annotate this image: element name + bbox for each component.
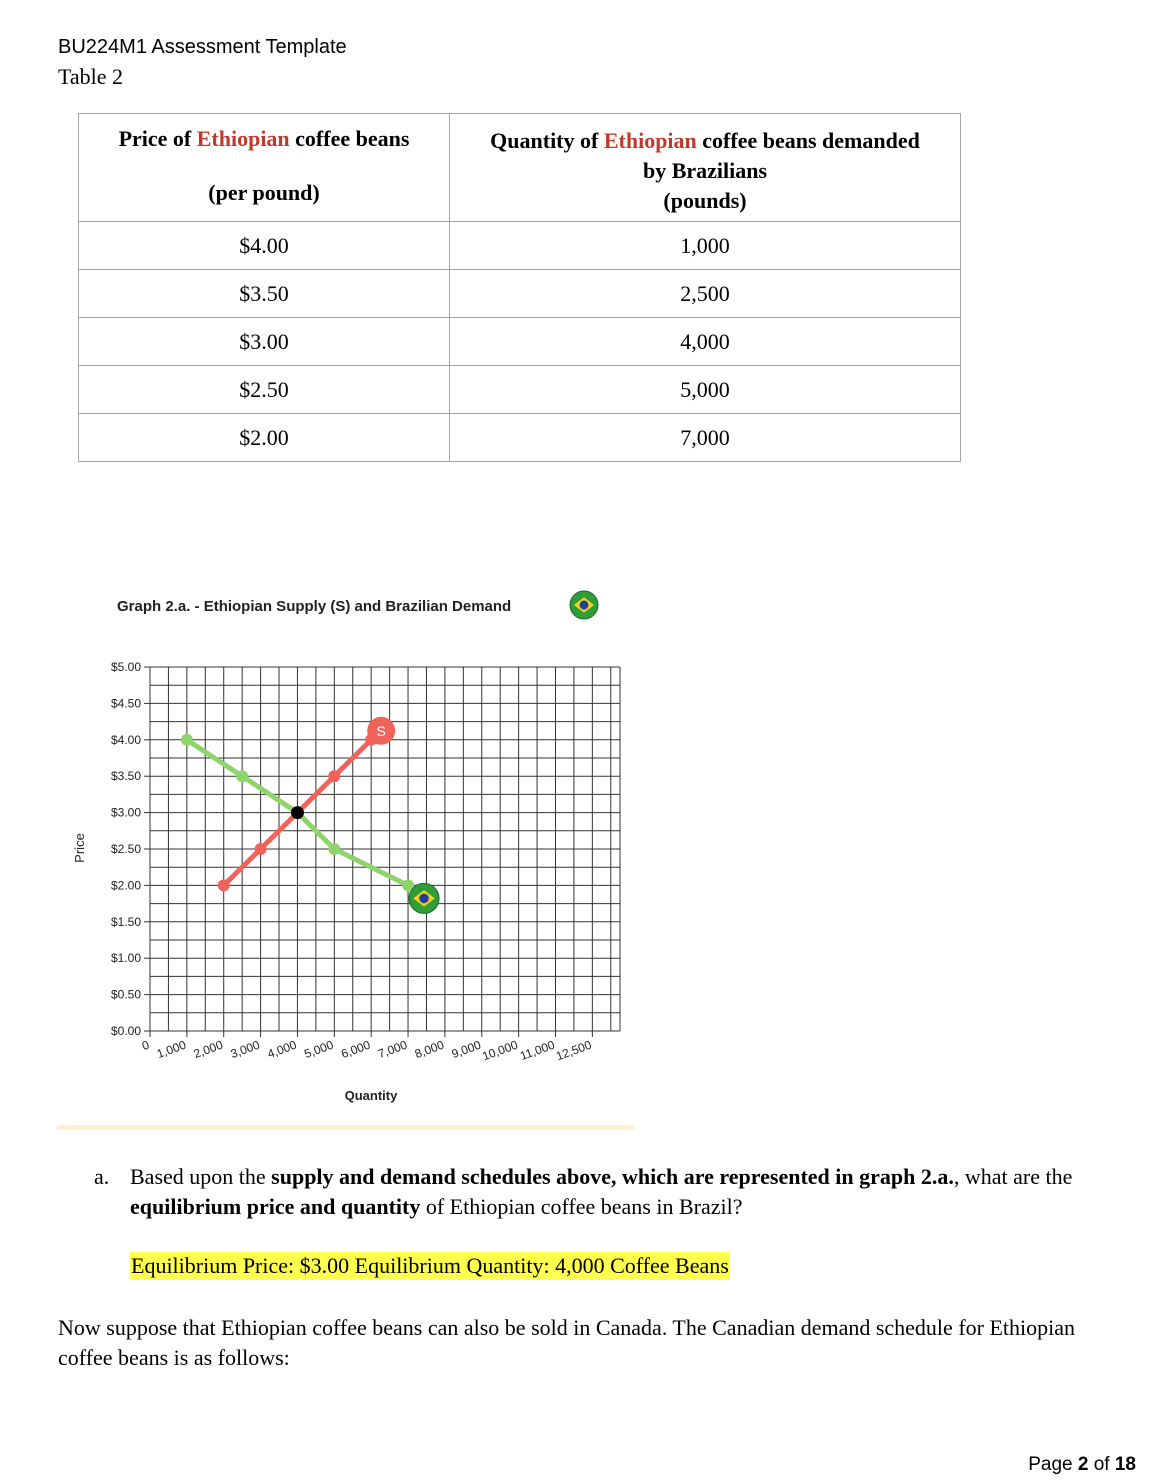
table-row [79,222,961,270]
x-tick-label: 11,000 [518,1037,557,1064]
y-tick-label: $4.50 [110,696,141,711]
y-tick-label: $4.00 [110,732,141,747]
table-row [79,270,961,318]
brazil-flag-icon [570,591,598,619]
demand-point [181,734,193,746]
supply-point [328,770,340,782]
document-title: BU224M1 Assessment Template [58,36,347,58]
demand-point [328,843,340,855]
answer-highlight: Equilibrium Price: $3.00 Equilibrium Quantity: 4,000 Coffee Beans [131,1253,729,1278]
price-cell: $2.50 [79,366,450,414]
demand-flag-icon [409,883,439,913]
demand-schedule-table [78,113,961,462]
quantity-cell: 1,000 [450,222,961,270]
x-tick-label: 2,000 [191,1037,225,1062]
x-tick-label: 8,000 [412,1037,446,1062]
quantity-cell: 2,500 [450,270,961,318]
page-number: Page 2 of 18 [1028,1454,1136,1475]
column-header-quantity: Quantity of Ethiopian coffee beans demanded by Brazilians (pounds) [450,114,961,222]
x-tick-label: 3,000 [228,1037,262,1062]
table-row [79,318,961,366]
y-tick-label: $0.00 [110,1024,141,1038]
y-tick-label: $5.00 [110,660,141,674]
x-tick-label: 12,500 [554,1037,594,1064]
x-tick-label: 1,000 [154,1037,188,1062]
quantity-cell: 4,000 [450,318,961,366]
demand-point [236,770,248,782]
y-tick-label: $1.00 [110,951,141,966]
price-cell: $3.00 [79,318,450,366]
table-label: Table 2 [58,64,124,89]
equilibrium-point [291,806,304,819]
y-axis-label: Price [72,833,87,863]
y-tick-label: $3.50 [110,769,141,784]
y-tick-label: $1.50 [110,914,141,929]
y-tick-label: $0.50 [110,987,141,1002]
x-tick-label: 5,000 [302,1037,336,1062]
y-tick-label: $3.00 [110,805,141,820]
supply-point [255,843,267,855]
supply-label: S [376,722,386,739]
canada-paragraph: Now suppose that Ethiopian coffee beans can also be sold in Canada. The Canadian demand schedule for Ethiopian coffee beans is as follows: [58,1315,1076,1370]
table-row [79,366,961,414]
y-tick-label: $2.50 [110,842,141,856]
x-axis-label: Quantity [344,1088,398,1103]
section-divider [57,1125,634,1130]
supply-demand-chart [60,580,630,1120]
price-cell: $2.00 [79,414,450,462]
y-tick-label: $2.00 [110,878,141,893]
x-tick-label: 4,000 [265,1037,299,1062]
x-tick-label: 10,000 [480,1037,520,1064]
question-a [94,1162,1134,1222]
quantity-cell: 5,000 [450,366,961,414]
x-tick-label: 7,000 [376,1037,410,1062]
quantity-cell: 7,000 [450,414,961,462]
x-tick-label: 0 [139,1037,152,1054]
chart-title: Graph 2.a. - Ethiopian Supply (S) and Brazilian Demand [117,598,512,615]
price-cell: $3.50 [79,270,450,318]
x-tick-label: 6,000 [339,1037,373,1062]
question-letter: a. [94,1164,110,1189]
column-header-price: Price of Ethiopian coffee beans (per pound) [79,114,450,222]
x-tick-label: 9,000 [449,1037,483,1062]
price-cell: $4.00 [79,222,450,270]
question-text: Based upon the supply and demand schedules above, which are represented in graph 2.a., what are the equilibrium price and quantity of Ethiopian coffee beans in Brazil? [130,1164,1073,1219]
supply-point [218,879,230,891]
table-row [79,414,961,462]
